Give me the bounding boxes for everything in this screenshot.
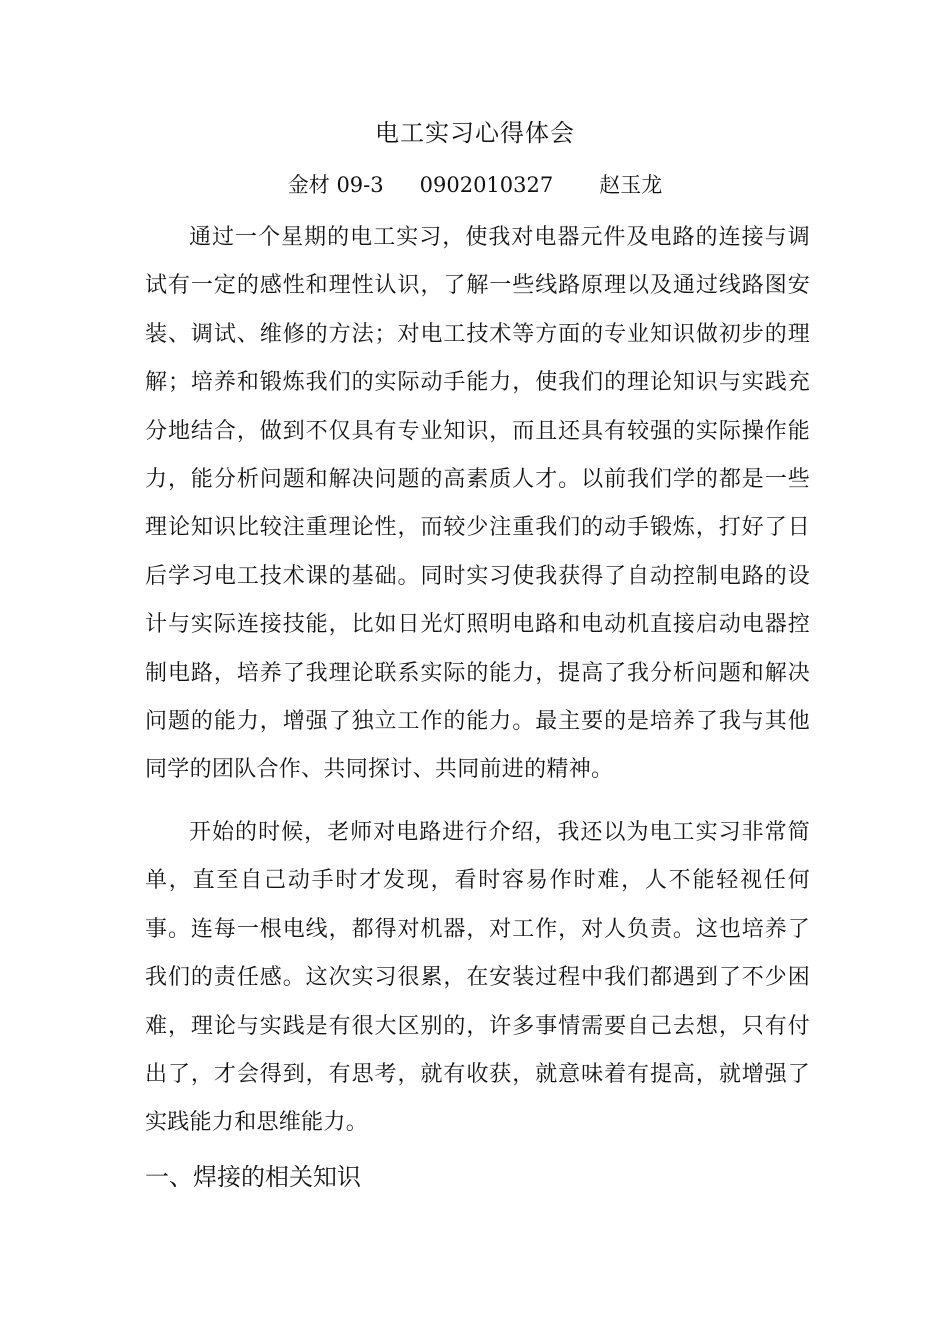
document-title: 电工实习心得体会 <box>375 119 575 147</box>
class-name: 金材 09-3 <box>287 173 384 197</box>
section-heading: 一、焊接的相关知识 <box>145 1163 361 1191</box>
author-name: 赵玉龙 <box>599 173 663 197</box>
student-id: 0902010327 <box>419 173 554 197</box>
paragraph-2: 开始的时候，老师对电路进行介绍，我还以为电工实习非常简单，直至自己动手时才发现，看时容易作时难，人不能轻视任何事。连每一根电线，都得对机器，对工作，对人负责。这也培养了我们的责任感。这次实习很累，在安装过程中我们都遇到了不少困难，理论与实践是有很大区别的，许多事情需要自己去想，只有付出了，才会得到，有思考，就有收获，就意味着有提高，就增强了实践能力和思维能力。 <box>145 820 810 1136</box>
author-line <box>0 170 950 200</box>
paragraph-1: 通过一个星期的电工实习，使我对电器元件及电路的连接与调试有一定的感性和理性认识，了解一些线路原理以及通过线路图安装、调试、维修的方法；对电工技术等方面的专业知识做初步的理解；培养和锻炼我们的实际动手能力，使我们的理论知识与实践充分地结合，做到不仅具有专业知识，而且还具有较强的实际操作能力，能分析问题和解决问题的高素质人才。以前我们学的都是一些理论知识比较注重理论性，而较少注重我们的动手锻炼，打好了日后学习电工技术课的基础。同时实习使我获得了自动控制电路的设计与实际连接技能，比如日光灯照明电路和电动机直接启动电器控制电路，培养了我理论联系实际的能力，提高了我分析问题和解决问题的能力，增强了独立工作的能力。最主要的是培养了我与其他同学的团队合作、共同探讨、共同前进的精神。 <box>145 225 810 783</box>
